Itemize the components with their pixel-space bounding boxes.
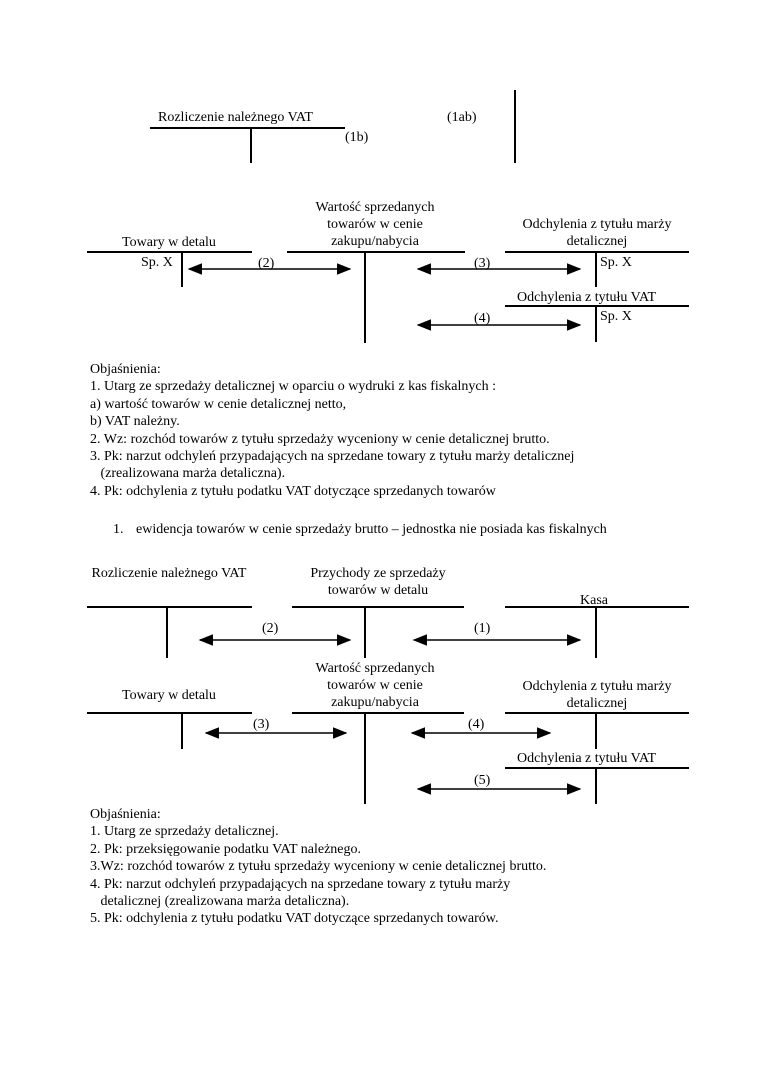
account-label-odchylenia-marzy: Odchylenia z tytułu marży detalicznej bbox=[522, 217, 672, 249]
note-line: 1. Utarg ze sprzedaży detalicznej. bbox=[90, 824, 279, 840]
account-label-rozliczenie-vat: Rozliczenie należnego VAT bbox=[158, 110, 313, 125]
note-line: (zrealizowana marża detaliczna). bbox=[90, 466, 286, 482]
account-label-odchylenia-vat: Odchylenia z tytułu VAT bbox=[517, 290, 657, 305]
t-account-towary-top-2 bbox=[87, 712, 252, 714]
account-label-towary-w-detalu: Towary w detalu bbox=[122, 235, 216, 250]
arrow-label-5-d2: (5) bbox=[474, 773, 491, 788]
note-line: a) wartość towarów w cenie detalicznej netto, bbox=[90, 396, 347, 412]
arrow-label-2: (2) bbox=[258, 256, 275, 271]
account-label-wartosc-sprzedanych: Wartość sprzedanych towarów w cenie zakupu/nabycia bbox=[315, 200, 435, 249]
t-account-rozl-top bbox=[87, 606, 252, 608]
t-account-wartosc-top-2 bbox=[292, 712, 464, 714]
arrow-label-4: (4) bbox=[474, 311, 491, 326]
account-label-odchylenia-vat-2: Odchylenia z tytułu VAT bbox=[517, 751, 657, 766]
account-label-odchylenia-marzy-2: Odchylenia z tytułu marży detalicznej bbox=[522, 679, 672, 711]
t-account-towary-stem-2 bbox=[181, 712, 183, 749]
t-account-vat-top-2 bbox=[505, 767, 689, 769]
account-label-przychody: Przychody ze sprzedaży towarów w detalu bbox=[310, 566, 446, 598]
heading-2-text: ewidencja towarów w cenie sprzedaży brutto – jednostka nie posiada kas fiskalnych bbox=[136, 522, 607, 537]
account-label-rozliczenie-vat-2: Rozliczenie należnego VAT bbox=[91, 566, 247, 581]
t-account-kasa-stem bbox=[595, 606, 597, 658]
balance-sp-x-towary: Sp. X bbox=[141, 255, 173, 270]
t-account-wartosc-stem-2 bbox=[364, 712, 366, 804]
note-line: 4. Pk: narzut odchyleń przypadających na sprzedane towary z tytułu marży bbox=[90, 876, 511, 892]
note-line: b) VAT należny. bbox=[90, 414, 180, 430]
notes-title: Objaśnienia: bbox=[90, 362, 161, 377]
heading-2-number: 1. bbox=[113, 522, 124, 537]
ref-1b-label: (1b) bbox=[345, 130, 369, 145]
arrow-label-2-d2: (2) bbox=[262, 621, 279, 636]
note-line: 3. Pk: narzut odchyleń przypadających na sprzedane towary z tytułu marży detalicznej bbox=[90, 449, 575, 465]
t-account-marza-top-2 bbox=[505, 712, 689, 714]
account-label-kasa: Kasa bbox=[580, 593, 608, 608]
arrow-label-1-d2: (1) bbox=[474, 621, 491, 636]
note-line: 2. Pk: przeksięgowanie podatku VAT należnego. bbox=[90, 841, 362, 857]
note-line: 4. Pk: odchylenia z tytułu podatku VAT dotyczące sprzedanych towarów bbox=[90, 483, 496, 499]
arrow-label-3: (3) bbox=[474, 256, 491, 271]
notes-title: Objaśnienia: bbox=[90, 807, 161, 822]
t-account-marza-stem-2 bbox=[595, 712, 597, 749]
t-account-vat-stem-2 bbox=[595, 767, 597, 804]
note-line: detalicznej (zrealizowana marża detaliczna). bbox=[90, 894, 350, 910]
t-account-rozl-stem bbox=[166, 606, 168, 658]
arrow-label-4-d2: (4) bbox=[468, 717, 485, 732]
account-label-towary-w-detalu-2: Towary w detalu bbox=[122, 688, 216, 703]
ref-1ab-label: (1ab) bbox=[447, 110, 477, 125]
notes-section-1 bbox=[90, 361, 574, 500]
note-line: 2. Wz: rozchód towarów z tytułu sprzedaży wyceniony w cenie detalicznej brutto. bbox=[90, 431, 550, 447]
t-account-kasa-top bbox=[505, 606, 689, 608]
note-line: 5. Pk: odchylenia z tytułu podatku VAT dotyczące sprzedanych towarów. bbox=[90, 911, 499, 927]
account-label-wartosc-sprzedanych-2: Wartość sprzedanych towarów w cenie zakupu/nabycia bbox=[315, 661, 435, 710]
balance-sp-x-vat: Sp. X bbox=[600, 309, 632, 324]
notes-section-2 bbox=[90, 806, 546, 928]
t-account-przychody-top bbox=[292, 606, 464, 608]
note-line: 1. Utarg ze sprzedaży detalicznej w oparciu o wydruki z kas fiskalnych : bbox=[90, 379, 496, 395]
balance-sp-x-marza: Sp. X bbox=[600, 255, 632, 270]
arrow-label-3-d2: (3) bbox=[253, 717, 270, 732]
t-account-przychody-stem bbox=[364, 606, 366, 658]
note-line: 3.Wz: rozchód towarów z tytułu sprzedaży wyceniony w cenie detalicznej brutto. bbox=[90, 859, 547, 875]
